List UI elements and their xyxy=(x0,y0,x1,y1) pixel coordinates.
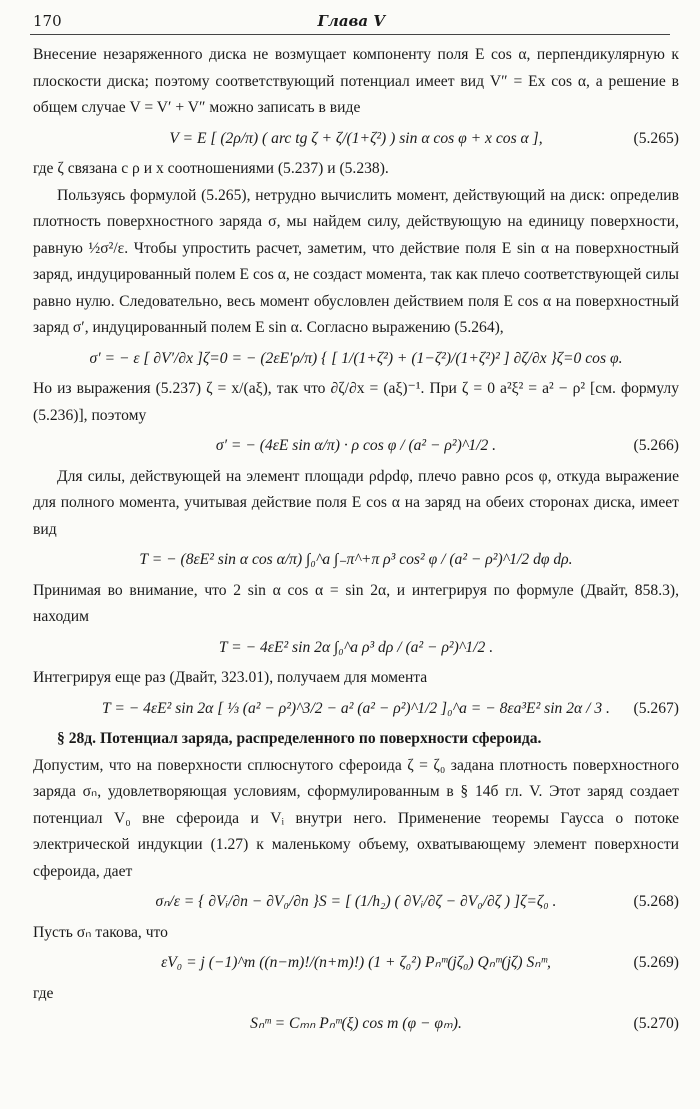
paragraph: Пользуясь формулой (5.265), нетрудно вычислить момент, действующий на диск: определив плотность поверхностного заряда σ, мы найдем силу, действующую на единицу поверхности, равную ½σ²/ε. Чтобы упростить расчет, заметим, что действие поля E sin α на поверхностный заряд, индуцированный полем E cos α, не создаст момента, так как плечо соответствующей силы равно нулю. Следовательно, весь момент обусловлен действием поля E cos α на поверхностный заряд σ′, индуцированный полем E sin α. Согласно выражению (5.264), xyxy=(33,186,679,336)
paragraph: Интегрируя еще раз (Двайт, 323.01), получаем для момента xyxy=(33,669,428,686)
equation-5-269: εV₀ = j (−1)^m ((n−m)!/(n+m)!) (1 + ζ₀²) Pₙᵐ(jζ₀) Qₙᵐ(jζ) Sₙᵐ, (5.269) xyxy=(33,950,679,977)
paragraph: Допустим, что на поверхности сплюснутого сфероида ζ = ζ₀ задана плотность поверхностного заряда σₙ, удовлетворяющая условиям, сформулированным в § 14б гл. V. Этот заряд создает потенциал V₀ вне сфероида и Vᵢ внутри него. Применение теоремы Гаусса о потоке электрической индукции (1.27) к маленькому объему, охватывающему элемент поверхности сфероида, дает xyxy=(33,756,679,880)
paragraph: Для силы, действующей на элемент площади ρdρdφ, плечо равно ρcos φ, откуда выражение для полного момента, учитывая действие поля E cos α на заряд на обеих сторонах диска, имеет вид xyxy=(33,467,679,538)
paragraph: Внесение незаряженного диска не возмущает компоненту поля E cos α, перпендикулярную к плоскости диска; поэтому соответствующий потенциал имеет вид V″ = Ex cos α, а решение в общем случае V = V′ + V″ можно записать в виде xyxy=(33,46,679,116)
chapter-title: Глава V xyxy=(317,12,385,30)
equation-sigma-prime: σ′ = − ε [ ∂V′/∂x ]ζ=0 = − (2εE′ρ/π) { [ 1/(1+ζ²) + (1−ζ²)/(1+ζ²)² ] ∂ζ/∂x }ζ=0 cos φ. xyxy=(89,349,623,367)
equation-5-270: Sₙᵐ = Cₘₙ Pₙᵐ(ξ) cos m (φ − φₘ). (5.270) xyxy=(33,1011,679,1038)
equation-5-266: σ′ = − (4εE sin α/π) · ρ cos φ / (a² − ρ²)^1/2 . (5.266) xyxy=(33,433,679,460)
equation-5-265: V = E [ (2ρ/π) ( arc tg ζ + ζ/(1+ζ²) ) sin α cos φ + x cos α ], (5.265) xyxy=(33,126,679,153)
paragraph: Пусть σₙ такова, что xyxy=(33,923,168,941)
paragraph: где ζ связана с ρ и x соотношениями (5.237) и (5.238). xyxy=(33,160,389,177)
section-heading: § 28д. Потенциал заряда, распределенного по поверхности сфероида. xyxy=(57,730,542,747)
equation-tag: (5.265) xyxy=(633,129,679,147)
paragraph: где xyxy=(33,984,54,1002)
equation-5-267: T = − 4εE² sin 2α [ ⅓ (a² − ρ²)^3/2 − a² (a² − ρ²)^1/2 ]₀^a = − 8εa³E² sin 2α / 3 . (5.267) xyxy=(33,696,679,723)
page-body xyxy=(33,42,679,1042)
paragraph: Но из выражения (5.237) ζ = x/(aξ), так что ∂ζ/∂x = (aξ)⁻¹. При ζ = 0 a²ξ² = a² − ρ² [см. формулу (5.236)], поэтому xyxy=(33,380,679,424)
paragraph: Принимая во внимание, что 2 sin α cos α = sin 2α, и интегрируя по формуле (Двайт, 858.3), находим xyxy=(33,581,679,625)
header-rule xyxy=(30,34,670,35)
page-number: 170 xyxy=(33,12,62,30)
page-header xyxy=(33,12,667,30)
equation-tag: (5.270) xyxy=(633,1015,679,1032)
equation-tag: (5.266) xyxy=(633,437,679,454)
equation-tag: (5.269) xyxy=(633,954,679,971)
equation-tag: (5.267) xyxy=(633,699,679,717)
equation-torque-integral: T = − (8εE² sin α cos α/π) ∫₀^a ∫₋π^+π ρ³ cos² φ / (a² − ρ²)^1/2 dφ dρ. xyxy=(139,551,573,568)
equation-torque-single: T = − 4εE² sin 2α ∫₀^a ρ³ dρ / (a² − ρ²)^1/2 . xyxy=(218,638,494,656)
equation-tag: (5.268) xyxy=(633,893,679,910)
equation-5-268: σₙ/ε = { ∂Vᵢ/∂n − ∂V₀/∂n }S = [ (1/h₂) ( ∂Vᵢ/∂ζ − ∂V₀/∂ζ ) ]ζ=ζ₀ . (5.268) xyxy=(33,889,679,916)
